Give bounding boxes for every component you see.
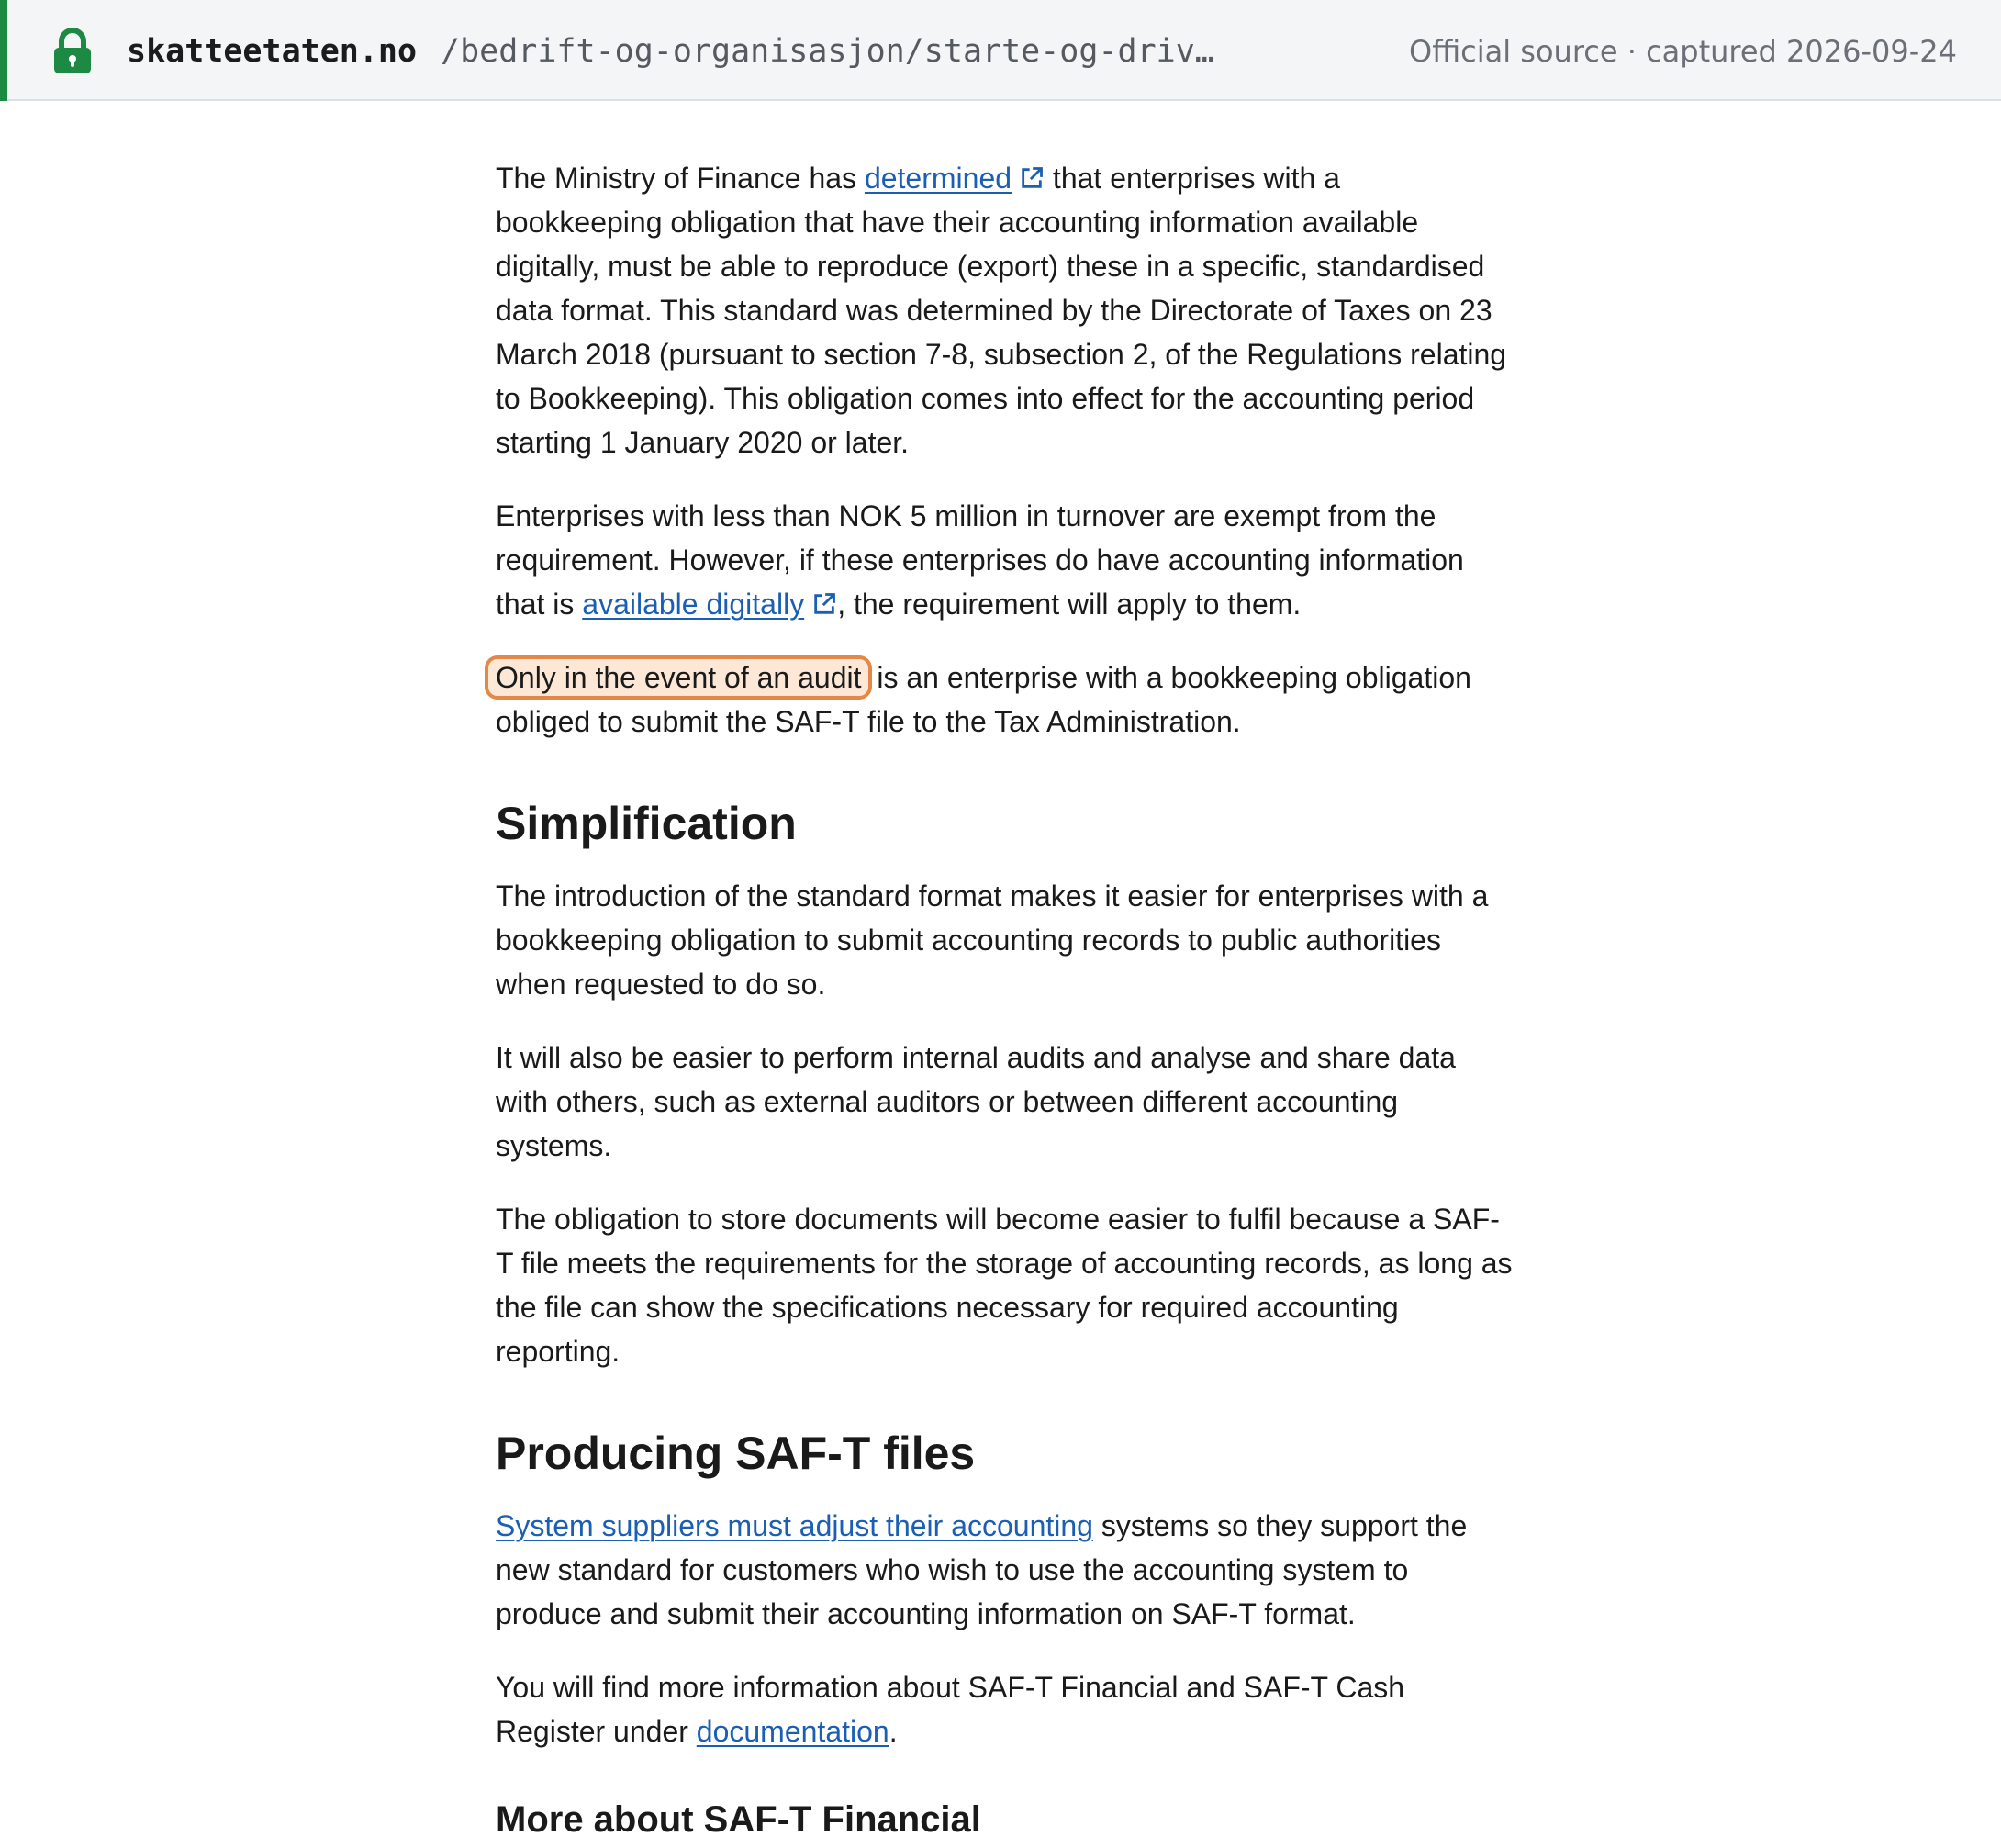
secure-accent-bar bbox=[0, 0, 7, 101]
lock-icon bbox=[51, 28, 94, 75]
paragraph-standard-format: The introduction of the standard format makes it easier for enterprises with a bookkeeping obligation to submit accounting records to public authorities when requested to do so. bbox=[496, 879, 1489, 1001]
link-determined[interactable] bbox=[865, 162, 1012, 195]
paragraph-internal-audits: It will also be easier to perform internal audits and analyse and share data with others, such as external auditors or between different accounting systems. bbox=[496, 1041, 1456, 1162]
text-segment: . bbox=[889, 1715, 898, 1748]
highlighted-phrase: Only in the event of an audit bbox=[488, 659, 868, 696]
paragraph-more-information bbox=[496, 1665, 1515, 1753]
link-label: available digitally bbox=[582, 588, 805, 621]
paragraph-storage-obligation: The obligation to store documents will become easier to fulfil because a SAF-T file meets the requirements for the storage of accounting records, as long as the file can show the specifications necessary for required accounting reporting. bbox=[496, 1203, 1513, 1368]
heading-producing-saft: Producing SAF-T files bbox=[496, 1428, 976, 1479]
text-segment: Enterprises with less than NOK 5 million in turnover are exempt from the requirement. However, if these enterprises do have accounting information that is bbox=[496, 499, 1464, 621]
link-label: System suppliers must adjust their accounting bbox=[496, 1509, 1093, 1542]
paragraph-ministry bbox=[496, 156, 1515, 465]
text-segment: , the requirement will apply to them. bbox=[837, 588, 1302, 621]
text-segment: that enterprises with a bookkeeping obligation that have their accounting information available digitally, must be able to reproduce (export) these in a specific, standardised data format. This standard was determined by the Directorate of Taxes on 23 March 2018 (pursuant to section 7-8, subsection 2, of the Regulations relating to Bookkeeping). This obligation comes into effect for the accounting period starting 1 January 2020 or later. bbox=[496, 162, 1507, 459]
heading-more-about-saft-financial: More about SAF-T Financial bbox=[496, 1799, 981, 1840]
paragraph-exemption bbox=[496, 494, 1515, 626]
article-content bbox=[496, 156, 1515, 1843]
link-label: documentation bbox=[696, 1715, 889, 1748]
link-system-suppliers[interactable] bbox=[496, 1509, 1093, 1542]
heading-simplification: Simplification bbox=[496, 798, 797, 849]
external-link-icon[interactable] bbox=[1019, 165, 1045, 191]
external-link-icon[interactable] bbox=[811, 591, 837, 617]
capture-info: Official source · captured 2026-09-24 bbox=[1409, 34, 1957, 69]
paragraph-audit bbox=[496, 655, 1515, 744]
paragraph-system-suppliers bbox=[496, 1504, 1515, 1636]
link-label: determined bbox=[864, 162, 1012, 195]
link-documentation[interactable] bbox=[697, 1715, 889, 1748]
text-segment: The Ministry of Finance has bbox=[496, 162, 865, 195]
text-segment: is an enterprise with a bookkeeping obligation obliged to submit the SAF-T file to the Tax Administration. bbox=[496, 661, 1471, 738]
url-path[interactable]: /bedrift-og-organisasjon/starte-og-driv… bbox=[441, 33, 1214, 70]
text-segment: You will find more information about SAF-T Financial and SAF-T Cash Register under bbox=[496, 1671, 1405, 1748]
text-segment: systems so they support the new standard for customers who wish to use the accounting system to produce and submit their accounting information on SAF-T format. bbox=[496, 1509, 1468, 1630]
url-domain[interactable]: skatteetaten.no bbox=[127, 33, 418, 70]
address-bar bbox=[0, 0, 2001, 101]
link-available-digitally[interactable] bbox=[582, 588, 804, 621]
